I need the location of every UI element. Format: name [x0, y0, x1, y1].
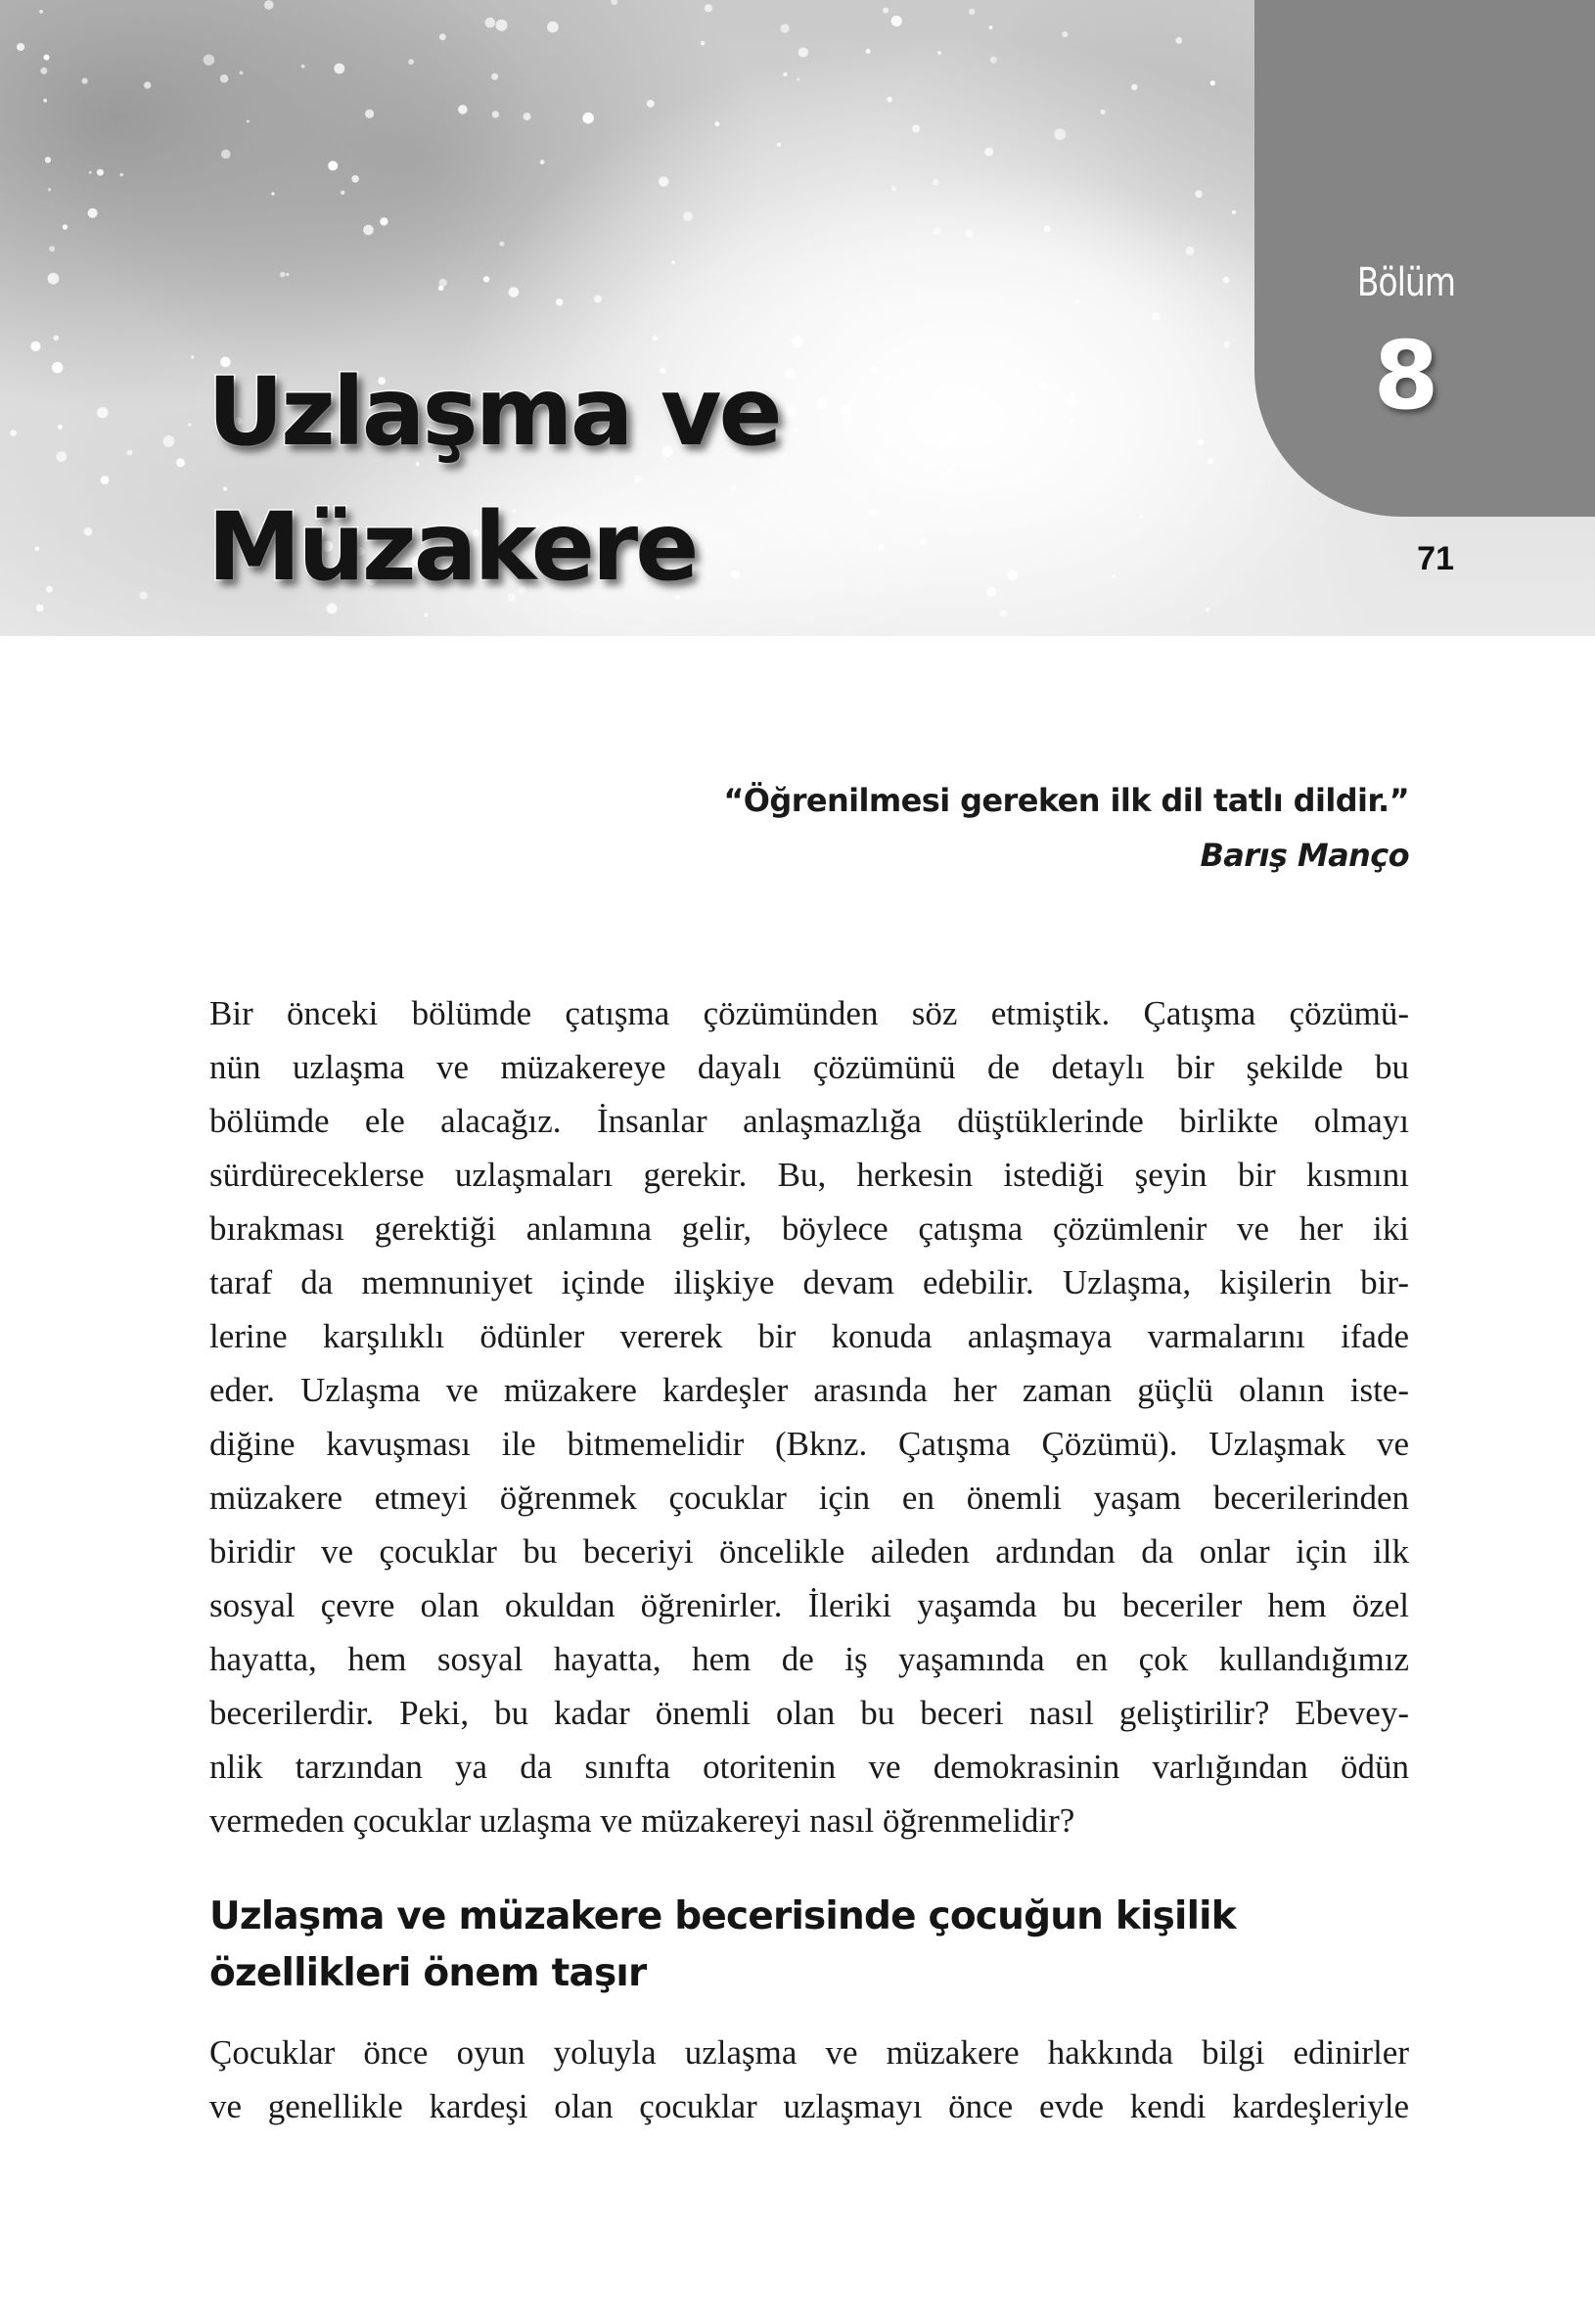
text-line: bölümde ele alacağız. İnsanlar anlaşmazlığa düştüklerinde birlikte olmayı: [209, 1102, 1409, 1140]
text-line: nlik tarzından ya da sınıfta otoritenin ve demokrasinin varlığından ödün: [209, 1748, 1409, 1786]
text-line: bırakması gerektiği anlamına gelir, böylece çatışma çözümlenir ve her iki: [209, 1209, 1409, 1248]
text-line: diğine kavuşması ile bitmemelidir (Bknz. Çatışma Çözümü). Uzlaşmak ve: [209, 1425, 1409, 1463]
epigraph-author: Barış Manço: [1200, 837, 1409, 874]
chapter-number: 8: [1373, 321, 1439, 431]
body-paragraph-1: [209, 986, 1409, 1847]
text-line: lerine karşılıklı ödünler vererek bir konuda anlaşmaya varmalarını ifade: [209, 1317, 1409, 1355]
body-paragraph-2: [209, 2026, 1409, 2133]
text-line: Bir önceki bölümde çatışma çözümünden söz etmiştik. Çatışma çözümü-: [209, 994, 1409, 1032]
chapter-title: [207, 344, 780, 615]
text-line: sürdüreceklerse uzlaşmaları gerekir. Bu, herkesin istediği şeyin bir kısmını: [209, 1156, 1409, 1194]
section-heading: [209, 1889, 1409, 2002]
text-line: sosyal çevre olan okuldan öğrenirler. İleriki yaşamda bu beceriler hem özel: [209, 1586, 1409, 1624]
chapter-header-banner: [0, 0, 1595, 636]
text-line: vermeden çocuklar uzlaşma ve müzakereyi nasıl öğrenmelidir?: [209, 1801, 1075, 1840]
text-line: hayatta, hem sosyal hayatta, hem de iş yaşamında en çok kullandığımız: [209, 1640, 1409, 1678]
text-line: Çocuklar önce oyun yoluyla uzlaşma ve müzakere hakkında bilgi edinirler: [209, 2033, 1409, 2072]
section-heading-line: özellikleri önem taşır: [209, 1951, 647, 1995]
section-heading-line: Uzlaşma ve müzakere becerisinde çocuğun kişilik: [209, 1894, 1236, 1938]
text-line: ve genellikle kardeşi olan çocuklar uzlaşmayı önce evde kendi kardeşleriyle: [209, 2087, 1409, 2125]
text-line: becerilerdir. Peki, bu kadar önemli olan bu beceri nasıl geliştirilir? Ebevey-: [209, 1694, 1409, 1732]
text-line: taraf da memnuniyet içinde ilişkiye devam edebilir. Uzlaşma, kişilerin bir-: [209, 1263, 1409, 1301]
text-line: müzakere etmeyi öğrenmek çocuklar için en önemli yaşam becerilerinden: [209, 1479, 1409, 1517]
chapter-title-line: Müzakere: [207, 492, 697, 602]
text-line: nün uzlaşma ve müzakereye dayalı çözümünü de detaylı bir şekilde bu: [209, 1048, 1409, 1086]
chapter-tab: [1254, 0, 1595, 517]
text-line: biridir ve çocuklar bu beceriyi öncelikle aileden ardından da onlar için ilk: [209, 1532, 1409, 1571]
chapter-label: Bölüm: [1356, 260, 1456, 305]
epigraph: [587, 773, 1409, 883]
page-number: 71: [1417, 540, 1454, 577]
epigraph-quote: “Öğrenilmesi gereken ilk dil tatlı dildir.”: [723, 782, 1409, 819]
chapter-title-line: Uzlaşma ve: [207, 357, 780, 467]
text-line: eder. Uzlaşma ve müzakere kardeşler arasında her zaman güçlü olanın iste-: [209, 1371, 1409, 1409]
